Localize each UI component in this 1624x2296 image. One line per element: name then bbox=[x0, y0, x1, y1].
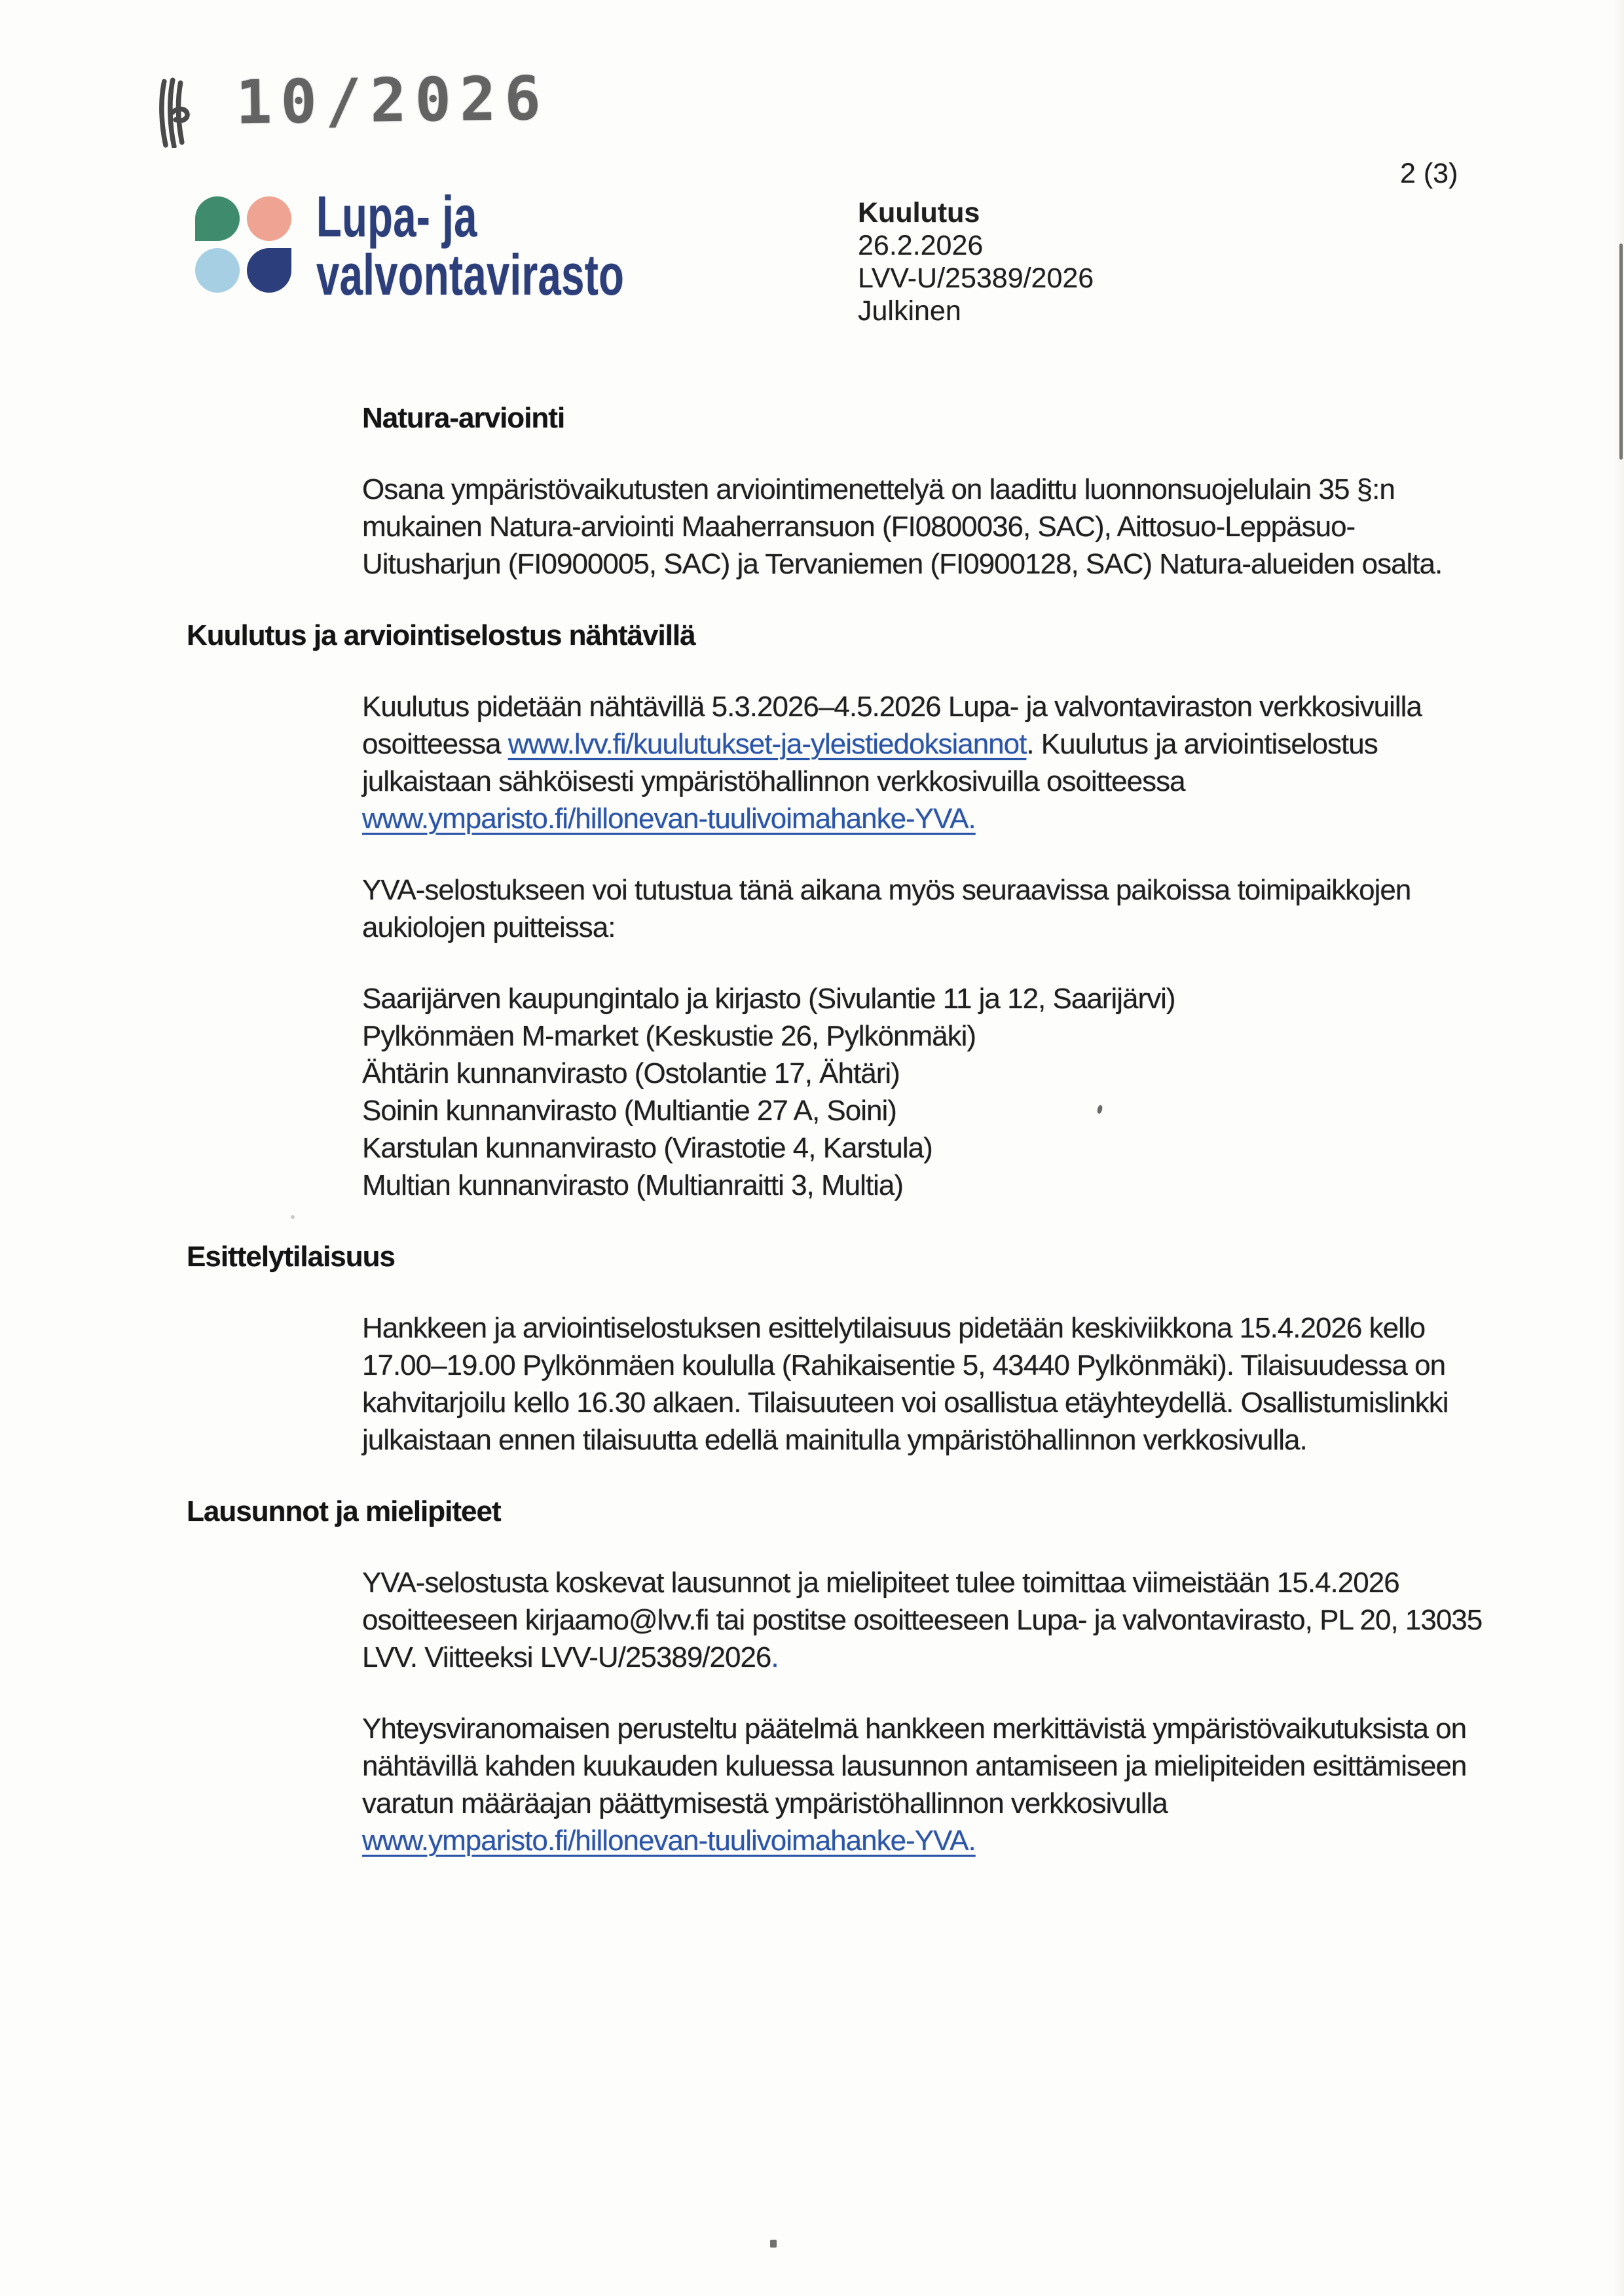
page-number: 2 (3) bbox=[1400, 158, 1458, 189]
list-item: Soinin kunnanvirasto (Multiantie 27 A, Soini) bbox=[362, 1095, 896, 1127]
logo-shape-navy-icon bbox=[247, 248, 291, 293]
stamp-scribble-mark bbox=[156, 77, 194, 148]
document-visibility: Julkinen bbox=[858, 295, 961, 327]
paragraph-natura: Osana ympäristövaikutusten arviointimenettelyä on laadittu luonnonsuojelulain 35 §:n mukainen Natura-arviointi Maaherransuon (FI0800036, SAC), Aittosuo-Leppäsuo-Uitusharjun (FI0900005, SAC) ja Tervaniemen (FI0900128, SAC) Natura-alueiden osalta. bbox=[362, 473, 1443, 580]
paragraph-lausunnot bbox=[362, 1564, 1490, 1676]
paragraph-text: YVA-selostusta koskevat lausunnot ja mielipiteet tulee toimittaa viimeistään 15.4.2026 osoitteeseen kirjaamo@lvv.fi tai postitse osoitteeseen Lupa- ja valvontavirasto, PL 20, 13035 LVV. Viitteeksi LVV-U/25389/2026 bbox=[362, 1567, 1483, 1673]
paragraph-text: Kuulutus pidetään nähtävillä 5.3.2026–4.5.2026 Lupa- ja valvontaviraston verkkosivuilla osoitteessa bbox=[362, 691, 1422, 760]
list-item: Multian kunnanvirasto (Multianraitti 3, Multia) bbox=[362, 1169, 904, 1201]
logo-shape-lightblue-icon bbox=[195, 248, 240, 293]
paragraph-paatelma bbox=[362, 1710, 1490, 1859]
location-list bbox=[362, 980, 1490, 1204]
section-heading-natura: Natura-arviointi bbox=[362, 402, 565, 434]
agency-name-line2: valvontavirasto bbox=[316, 242, 625, 307]
link-lvv-kuulutukset[interactable]: www.lvv.fi/kuulutukset-ja-yleistiedoksiannot bbox=[507, 728, 1027, 760]
link-ymparisto-yva-2[interactable]: www.ymparisto.fi/hillonevan-tuulivoimahanke-YVA. bbox=[362, 1825, 976, 1857]
list-item: Karstulan kunnanvirasto (Virastotie 4, Karstula) bbox=[362, 1132, 932, 1164]
section-heading-nahtavilla: Kuulutus ja arviointiselostus nähtävillä bbox=[187, 619, 695, 651]
link-ymparisto-yva[interactable]: www.ymparisto.fi/hillonevan-tuulivoimahanke-YVA. bbox=[362, 803, 976, 835]
paragraph-yva-paikat: YVA-selostukseen voi tutustua tänä aikana myös seuraavissa paikoissa toimipaikkojen aukiolojen puitteissa: bbox=[362, 874, 1411, 943]
scan-speck-artifact bbox=[770, 2240, 777, 2248]
logo-shape-salmon-icon bbox=[247, 196, 291, 241]
section-heading-lausunnot: Lausunnot ja mielipiteet bbox=[187, 1495, 501, 1527]
agency-logo-mark bbox=[195, 196, 291, 293]
paragraph-esittely: Hankkeen ja arviointiselostuksen esittelytilaisuus pidetään keskiviikkona 15.4.2026 kello 17.00–19.00 Pylkönmäen koululla (Rahikaisentie 5, 43440 Pylkönmäki). Tilaisuudessa on kahvitarjoilu kello 16.30 alkaen. Tilaisuuteen voi osallistua etäyhteydellä. Osallistumislinkki julkaistaan ennen tilaisuutta edellä mainitulla ympäristöhallinnon verkkosivulla. bbox=[362, 1312, 1449, 1456]
document-reference: LVV-U/25389/2026 bbox=[858, 263, 1094, 294]
paragraph-text: . Kuulutus ja arviointiselostus julkaistaan sähköisesti ympäristöhallinnon verkkosivuilla osoitteessa bbox=[362, 728, 1378, 797]
scan-edge-line-artifact bbox=[1619, 244, 1623, 460]
list-item: Ähtärin kunnanvirasto (Ostolantie 17, Ähtäri) bbox=[362, 1057, 900, 1089]
section-heading-esittely: Esittelytilaisuus bbox=[187, 1241, 396, 1273]
received-stamp bbox=[156, 63, 550, 148]
agency-logo-text bbox=[316, 184, 625, 307]
paragraph-nahtavilla bbox=[362, 688, 1490, 837]
logo-shape-green-icon bbox=[195, 196, 240, 241]
paragraph-text: Yhteysviranomaisen perusteltu päätelmä hankkeen merkittävistä ympäristövaikutuksista on nähtävillä kahden kuukauden kuluessa lausunnon antamiseen ja mielipiteiden esittämiseen varatun määräajan päättymisestä ympäristöhallinnon verkkosivulla bbox=[362, 1713, 1467, 1819]
stamp-number: 10/2026 bbox=[235, 63, 550, 138]
document-meta bbox=[858, 196, 1094, 327]
document-type: Kuulutus bbox=[858, 197, 980, 228]
list-item: Pylkönmäen M-market (Keskustie 26, Pylkönmäki) bbox=[362, 1020, 976, 1052]
agency-name-line1: Lupa- ja bbox=[316, 184, 477, 249]
document-date: 26.2.2026 bbox=[858, 230, 984, 261]
paragraph-text: . bbox=[771, 1641, 779, 1673]
list-item: Saarijärven kaupungintalo ja kirjasto (Sivulantie 11 ja 12, Saarijärvi) bbox=[362, 983, 1175, 1015]
document-body bbox=[187, 399, 1490, 1893]
